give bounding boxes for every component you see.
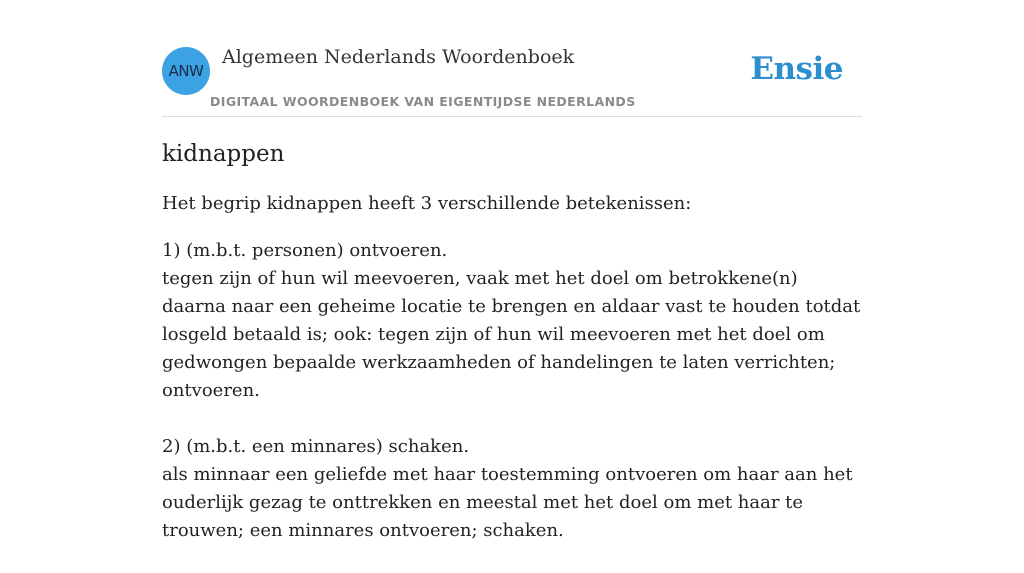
sense-definition: tegen zijn of hun wil meevoeren, vaak met het doel om betrokkene(n) daarna naar een geheime locatie te brengen en aldaar vast te houden totdat losgeld betaald is; ook: tegen zijn of hun wil meevoeren met het doel om gedwongen bepaalde werkzaamheden of handelingen te laten verrichten; ontvoeren. [162, 268, 861, 401]
anw-logo-text: ANW [168, 62, 204, 80]
sense-item [162, 237, 862, 405]
sense-heading: 2) (m.b.t. een minnares) schaken. [162, 436, 470, 457]
entry-content [162, 138, 862, 573]
site-header [162, 0, 862, 117]
sense-definition: als minnaar een geliefde met haar toestemming ontvoeren om haar aan het ouderlijk gezag te onttrekken en meestal met het doel om met haar te trouwen; een minnares ontvoeren; schaken. [162, 464, 853, 541]
site-subtitle: DIGITAAL WOORDENBOEK VAN EIGENTIJDSE NEDERLANDS [210, 94, 636, 109]
sense-heading: 1) (m.b.t. personen) ontvoeren. [162, 240, 448, 261]
entry-intro: Het begrip kidnappen heeft 3 verschillende betekenissen: [162, 193, 692, 214]
site-title[interactable]: Algemeen Nederlands Woordenboek [222, 46, 575, 68]
anw-logo[interactable] [162, 47, 210, 95]
ensie-brand-logo[interactable]: Ensie [750, 51, 843, 87]
entry-headword: kidnappen [162, 141, 285, 167]
sense-item [162, 433, 862, 545]
